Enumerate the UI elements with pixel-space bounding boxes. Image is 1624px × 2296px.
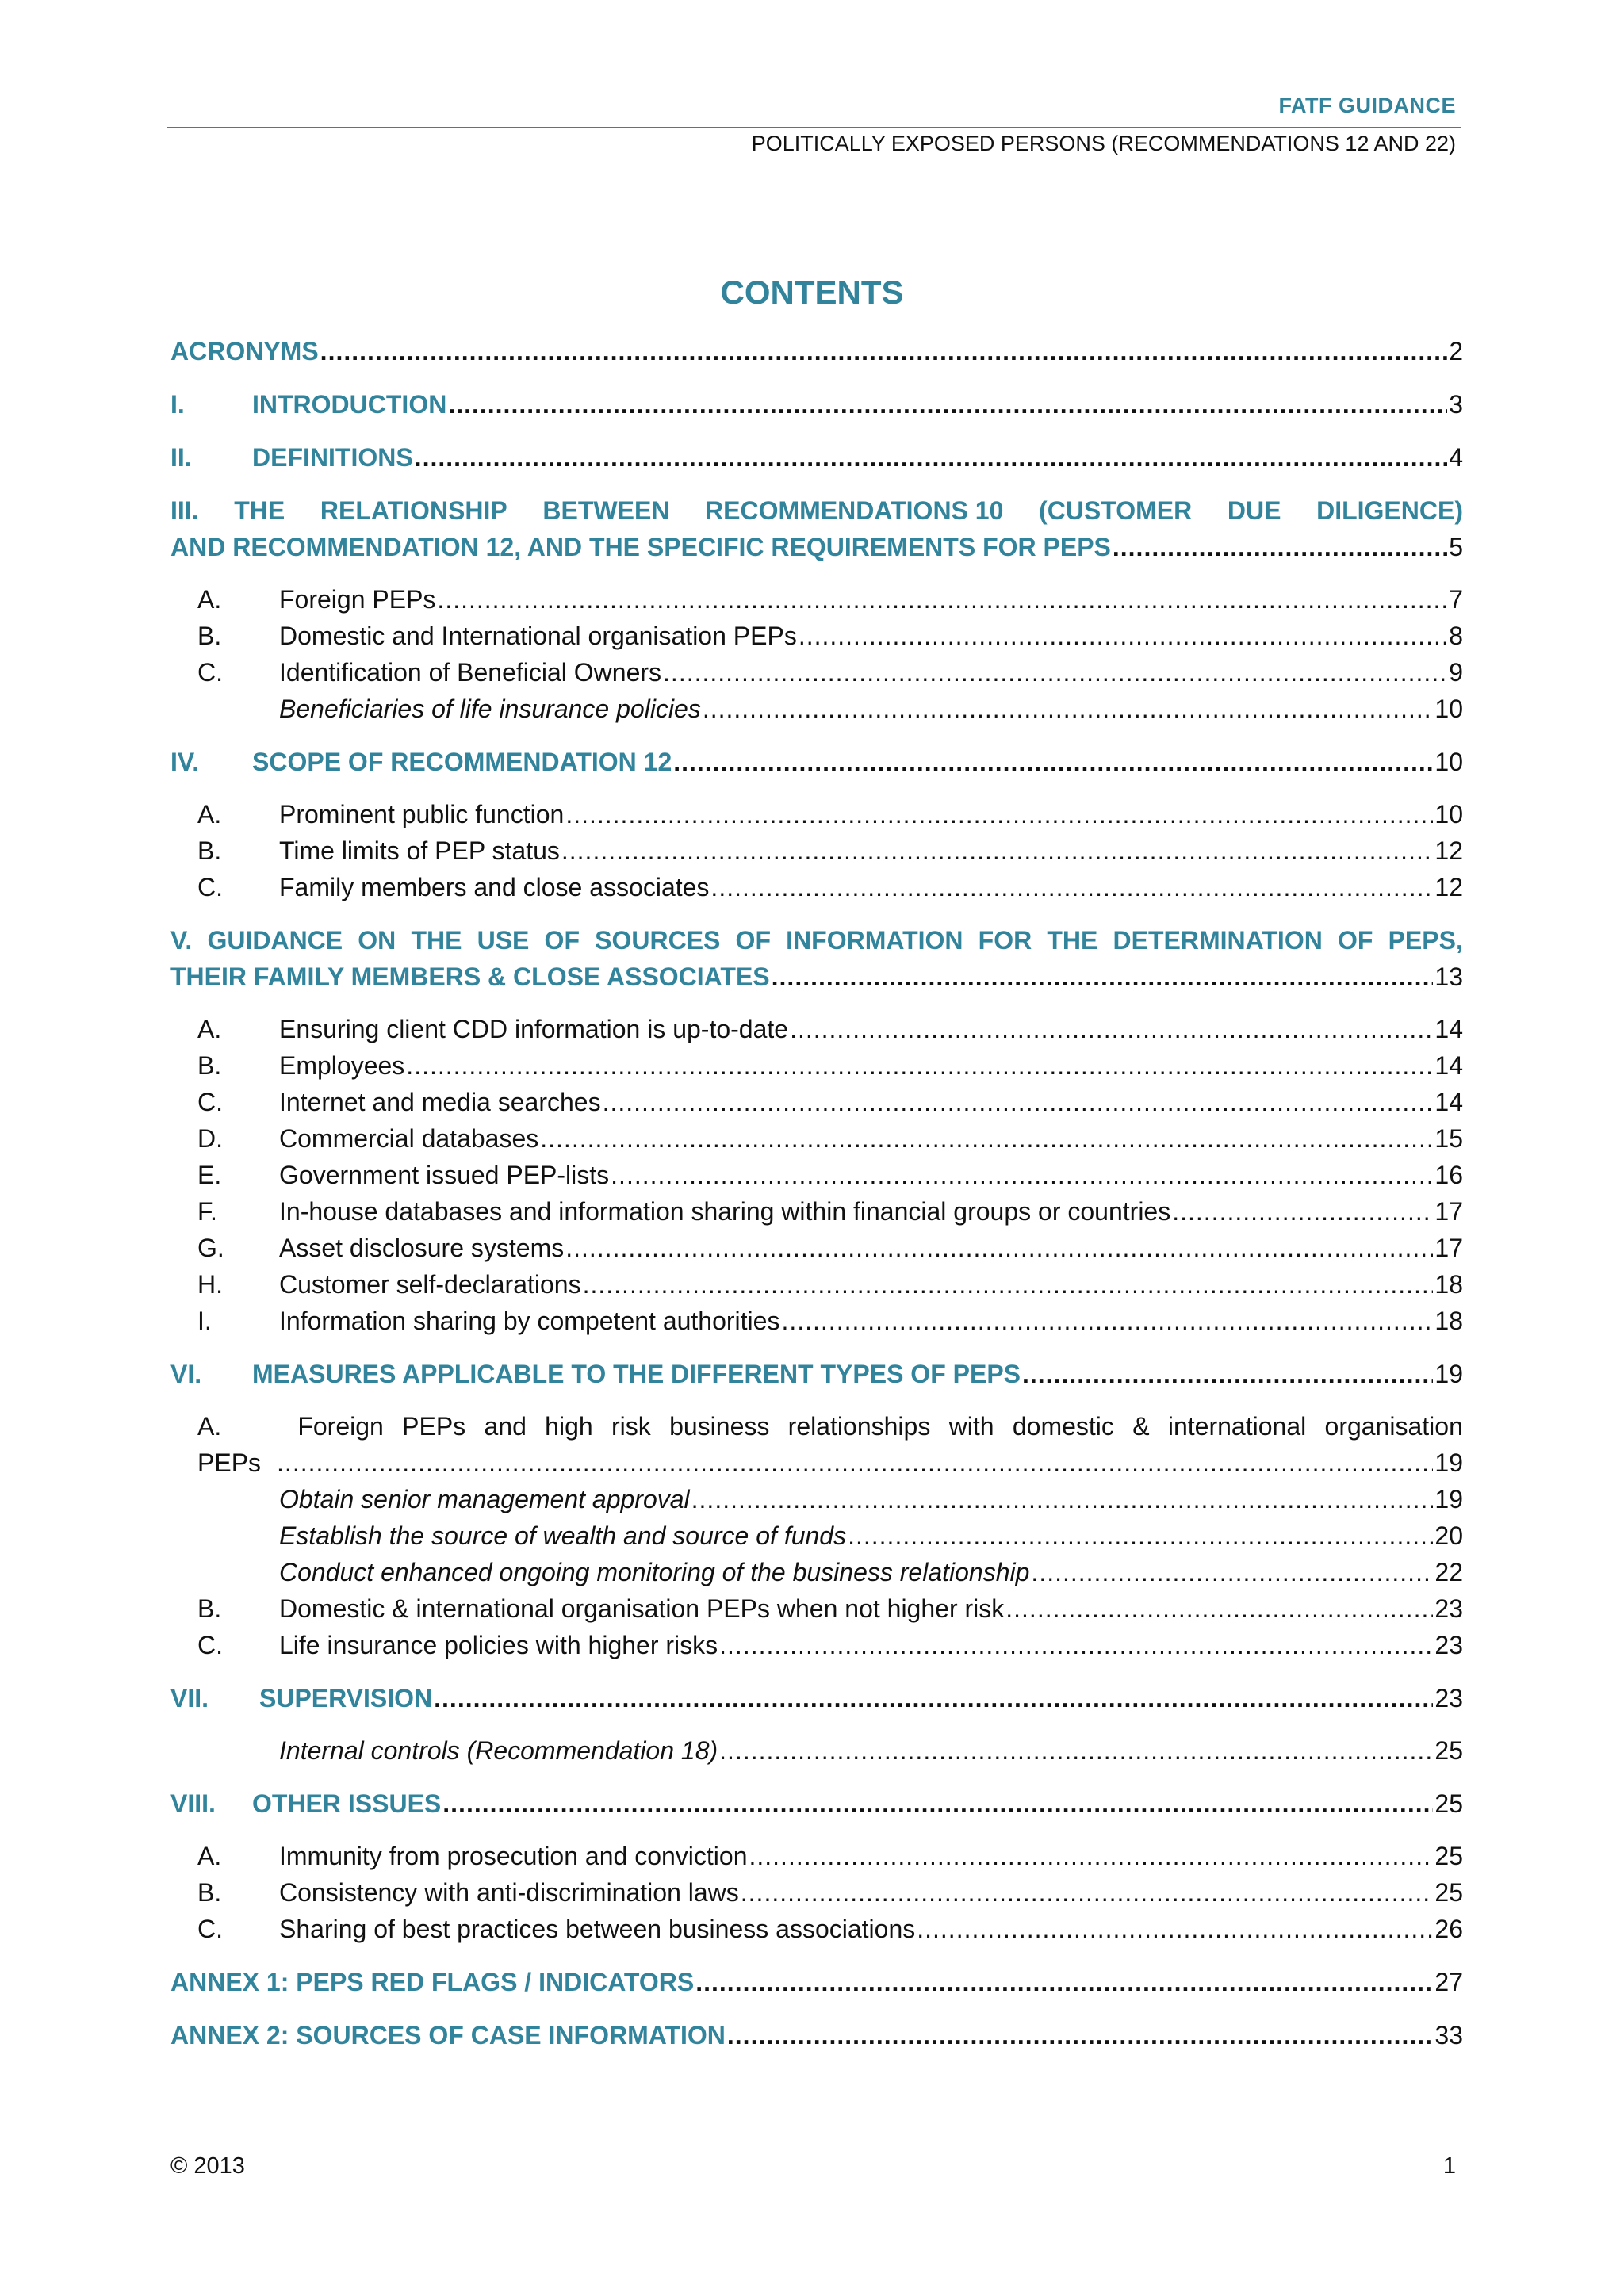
toc-entry-definitions[interactable] bbox=[170, 439, 1463, 476]
toc-label: Customer self-declarations bbox=[279, 1270, 581, 1299]
toc-subentry[interactable] bbox=[170, 1266, 1463, 1303]
toc-label: Asset disclosure systems bbox=[279, 1234, 565, 1262]
toc-word: RECOMMENDATIONS 10 bbox=[705, 496, 1004, 525]
toc-word: and bbox=[484, 1412, 527, 1441]
toc-subentry-italic[interactable] bbox=[170, 1732, 1463, 1769]
dot-leader bbox=[320, 333, 1448, 369]
toc-label: Establish the source of wealth and source of funds bbox=[279, 1521, 847, 1550]
toc-subentry[interactable] bbox=[170, 796, 1463, 832]
toc-label: Internet and media searches bbox=[279, 1088, 601, 1116]
toc-page: 23 bbox=[1434, 1594, 1463, 1623]
toc-word: DETERMINATION bbox=[1113, 926, 1323, 955]
toc-subentry[interactable] bbox=[170, 1911, 1463, 1947]
dot-leader bbox=[583, 1266, 1434, 1303]
dot-leader bbox=[719, 1627, 1433, 1663]
toc-page: 5 bbox=[1449, 533, 1463, 561]
dot-leader bbox=[703, 691, 1434, 727]
toc-page: 12 bbox=[1434, 836, 1463, 865]
toc-entry-acronyms[interactable] bbox=[170, 333, 1463, 369]
dot-leader bbox=[691, 1481, 1434, 1517]
dot-leader bbox=[415, 439, 1448, 476]
toc-word: ON bbox=[358, 926, 396, 955]
toc-word: BETWEEN bbox=[542, 496, 670, 525]
footer-page-number: 1 bbox=[1442, 2153, 1456, 2179]
toc-number: A. bbox=[197, 1412, 222, 1441]
toc-word: THE bbox=[234, 496, 285, 525]
toc-subentry-italic[interactable] bbox=[170, 1554, 1463, 1590]
toc-subentry[interactable] bbox=[170, 1874, 1463, 1911]
toc-label: ANNEX 1: PEPS RED FLAGS / INDICATORS bbox=[170, 1968, 695, 1996]
dot-leader bbox=[663, 654, 1447, 691]
toc-entry-guidance-line1[interactable] bbox=[170, 922, 1463, 959]
toc-subentry[interactable] bbox=[170, 1627, 1463, 1663]
dot-leader bbox=[603, 1084, 1434, 1120]
toc-label: Ensuring client CDD information is up-to-date bbox=[279, 1015, 789, 1043]
toc-page: 4 bbox=[1449, 443, 1463, 472]
toc-number: B. bbox=[197, 836, 222, 865]
toc-word: organisation bbox=[1324, 1412, 1463, 1441]
toc-word: PEPS, bbox=[1388, 926, 1463, 955]
dot-leader bbox=[277, 1445, 1433, 1481]
toc-page: 19 bbox=[1434, 1485, 1463, 1513]
toc-label: Information sharing by competent authorities bbox=[279, 1307, 780, 1335]
toc-entry-annex-2[interactable] bbox=[170, 2017, 1463, 2053]
toc-number: B. bbox=[197, 1878, 222, 1907]
dot-leader bbox=[565, 1230, 1433, 1266]
toc-page: 25 bbox=[1434, 1736, 1463, 1765]
toc-number: G. bbox=[197, 1234, 224, 1262]
toc-label: OTHER ISSUES bbox=[252, 1789, 442, 1818]
toc-number: A. bbox=[197, 1842, 222, 1870]
toc-entry-measures[interactable] bbox=[170, 1356, 1463, 1392]
toc-label: SCOPE OF RECOMMENDATION 12 bbox=[252, 748, 672, 776]
toc-label: Time limits of PEP status bbox=[279, 836, 560, 865]
toc-page: 19 bbox=[1434, 1360, 1463, 1388]
dot-leader bbox=[561, 832, 1434, 869]
toc-number: E. bbox=[197, 1161, 222, 1189]
toc-word: DILIGENCE) bbox=[1316, 496, 1463, 525]
toc-label: Family members and close associates bbox=[279, 873, 710, 901]
toc-entry-relationship-line2[interactable] bbox=[170, 529, 1463, 565]
dot-leader bbox=[1113, 529, 1447, 565]
toc-label: Sharing of best practices between business associations bbox=[279, 1915, 916, 1943]
toc-word: international bbox=[1167, 1412, 1307, 1441]
toc-page: 14 bbox=[1434, 1051, 1463, 1080]
toc-page: 15 bbox=[1434, 1124, 1463, 1153]
dot-leader bbox=[565, 796, 1433, 832]
toc-word: PEPs bbox=[402, 1412, 466, 1441]
dot-leader bbox=[673, 744, 1433, 780]
toc-word: business bbox=[669, 1412, 770, 1441]
toc-word: domestic bbox=[1012, 1412, 1114, 1441]
toc-label: In-house databases and information sharing within financial groups or countries bbox=[279, 1197, 1171, 1226]
toc-label: Prominent public function bbox=[279, 800, 565, 828]
toc-subentry[interactable] bbox=[170, 1590, 1463, 1627]
dot-leader bbox=[1031, 1554, 1433, 1590]
toc-label: Consistency with anti-discrimination laws bbox=[279, 1878, 739, 1907]
toc-label: Domestic & international organisation PEPs when not higher risk bbox=[279, 1594, 1005, 1623]
toc-subentry[interactable] bbox=[170, 1084, 1463, 1120]
toc-number: B. bbox=[197, 1594, 222, 1623]
toc-subentry[interactable] bbox=[170, 1193, 1463, 1230]
toc-word: RELATIONSHIP bbox=[320, 496, 508, 525]
toc-number: A. bbox=[197, 585, 222, 614]
toc-entry-supervision[interactable] bbox=[170, 1680, 1463, 1716]
dot-leader bbox=[1005, 1590, 1433, 1627]
dot-leader bbox=[719, 1732, 1433, 1769]
toc-page: 25 bbox=[1434, 1789, 1463, 1818]
toc-word: DUE bbox=[1227, 496, 1281, 525]
toc-number: C. bbox=[197, 873, 223, 901]
toc-subentry[interactable] bbox=[170, 1838, 1463, 1874]
dot-leader bbox=[781, 1303, 1433, 1339]
dot-leader bbox=[727, 2017, 1434, 2053]
toc-page: 23 bbox=[1434, 1684, 1463, 1712]
toc-subentry-italic[interactable] bbox=[170, 691, 1463, 727]
toc-page: 10 bbox=[1434, 748, 1463, 776]
toc-number: D. bbox=[197, 1124, 223, 1153]
toc-page: 25 bbox=[1434, 1878, 1463, 1907]
toc-page: 22 bbox=[1434, 1558, 1463, 1586]
toc-number: A. bbox=[197, 1015, 222, 1043]
toc-label: PEPs bbox=[197, 1448, 262, 1477]
footer-copyright: © 2013 bbox=[170, 2153, 245, 2179]
toc-subentry[interactable] bbox=[170, 1120, 1463, 1157]
toc-word: INFORMATION bbox=[786, 926, 963, 955]
toc-subentry[interactable] bbox=[170, 1157, 1463, 1193]
toc-subentry[interactable] bbox=[170, 618, 1463, 654]
toc-word: OF bbox=[544, 926, 580, 955]
toc-label: Foreign PEPs bbox=[279, 585, 436, 614]
toc-number: C. bbox=[197, 658, 223, 687]
toc-subentry-italic[interactable] bbox=[170, 1481, 1463, 1517]
toc-label: Conduct enhanced ongoing monitoring of the business relationship bbox=[279, 1558, 1030, 1586]
toc-word: FOR bbox=[978, 926, 1032, 955]
toc-subentry[interactable] bbox=[170, 1230, 1463, 1266]
toc-subentry[interactable] bbox=[170, 581, 1463, 618]
dot-leader bbox=[434, 1680, 1433, 1716]
toc-number: C. bbox=[197, 1088, 223, 1116]
toc-label: Employees bbox=[279, 1051, 405, 1080]
dot-leader bbox=[442, 1785, 1433, 1822]
toc-subentry[interactable] bbox=[170, 654, 1463, 691]
header-rule bbox=[167, 127, 1461, 128]
toc-page: 16 bbox=[1434, 1161, 1463, 1189]
toc-word: with bbox=[948, 1412, 994, 1441]
toc-page: 13 bbox=[1434, 962, 1463, 991]
toc-label: Government issued PEP-lists bbox=[279, 1161, 610, 1189]
dot-leader bbox=[917, 1911, 1433, 1947]
toc-number: C. bbox=[197, 1631, 223, 1659]
dot-leader bbox=[741, 1874, 1434, 1911]
dot-leader bbox=[406, 1047, 1433, 1084]
toc-page: 8 bbox=[1449, 622, 1463, 650]
toc-number: B. bbox=[197, 622, 222, 650]
toc-page: 25 bbox=[1434, 1842, 1463, 1870]
dot-leader bbox=[540, 1120, 1433, 1157]
toc-page: 18 bbox=[1434, 1270, 1463, 1299]
toc-number: VIII. bbox=[170, 1789, 216, 1818]
toc-number: IV. bbox=[170, 748, 200, 776]
toc-number: I. bbox=[170, 390, 185, 419]
toc-entry-introduction[interactable] bbox=[170, 386, 1463, 423]
dot-leader bbox=[437, 581, 1447, 618]
toc-label: Identification of Beneficial Owners bbox=[279, 658, 662, 687]
toc-page: 14 bbox=[1434, 1015, 1463, 1043]
toc-word: high bbox=[545, 1412, 593, 1441]
toc-number: VI. bbox=[170, 1360, 202, 1388]
toc-page: 14 bbox=[1434, 1088, 1463, 1116]
dot-leader bbox=[710, 869, 1433, 905]
toc-word: Foreign bbox=[297, 1412, 384, 1441]
toc-label: Beneficiaries of life insurance policies bbox=[279, 695, 701, 723]
toc-label: Internal controls (Recommendation 18) bbox=[279, 1736, 718, 1765]
toc-number: B. bbox=[197, 1051, 222, 1080]
toc-page: 17 bbox=[1434, 1234, 1463, 1262]
toc-number: C. bbox=[197, 1915, 223, 1943]
toc-word: relationships bbox=[787, 1412, 931, 1441]
toc-label: Life insurance policies with higher risks bbox=[279, 1631, 718, 1659]
toc-subentry-foreign-peps-line2[interactable] bbox=[170, 1445, 1463, 1481]
toc-label: ANNEX 2: SOURCES OF CASE INFORMATION bbox=[170, 2021, 726, 2049]
toc-word: & bbox=[1132, 1412, 1150, 1441]
toc-label: Commercial databases bbox=[279, 1124, 539, 1153]
toc-entry-scope[interactable] bbox=[170, 744, 1463, 780]
toc-page: 12 bbox=[1434, 873, 1463, 901]
toc-label: ACRONYMS bbox=[170, 337, 319, 365]
dot-leader bbox=[749, 1838, 1433, 1874]
toc-page: 9 bbox=[1449, 658, 1463, 687]
dot-leader bbox=[611, 1157, 1433, 1193]
dot-leader bbox=[790, 1011, 1433, 1047]
toc-word: V. bbox=[170, 926, 193, 955]
page-title: CONTENTS bbox=[720, 274, 904, 311]
toc-page: 20 bbox=[1434, 1521, 1463, 1550]
toc-entry-other-issues[interactable] bbox=[170, 1785, 1463, 1822]
toc-page: 10 bbox=[1434, 695, 1463, 723]
toc-entry-annex-1[interactable] bbox=[170, 1964, 1463, 2000]
toc-label: SUPERVISION bbox=[259, 1684, 433, 1712]
header-title: FATF GUIDANCE bbox=[1278, 94, 1456, 117]
dot-leader bbox=[1022, 1356, 1433, 1392]
toc-label: INTRODUCTION bbox=[252, 390, 447, 419]
toc-subentry[interactable] bbox=[170, 869, 1463, 905]
toc-page: 3 bbox=[1449, 390, 1463, 419]
dot-leader bbox=[848, 1517, 1433, 1554]
toc-number: VII. bbox=[170, 1684, 209, 1712]
toc-page: 7 bbox=[1449, 585, 1463, 614]
table-of-contents bbox=[170, 333, 1463, 2053]
toc-word: (CUSTOMER bbox=[1039, 496, 1193, 525]
toc-word: OF bbox=[1337, 926, 1373, 955]
dot-leader bbox=[695, 1964, 1433, 2000]
toc-label: THEIR FAMILY MEMBERS & CLOSE ASSOCIATES bbox=[170, 962, 770, 991]
toc-subentry-foreign-peps-line1[interactable] bbox=[170, 1408, 1463, 1445]
toc-page: 10 bbox=[1434, 800, 1463, 828]
toc-subentry[interactable] bbox=[170, 1303, 1463, 1339]
toc-word: GUIDANCE bbox=[207, 926, 343, 955]
toc-page: 33 bbox=[1434, 2021, 1463, 2049]
toc-page: 23 bbox=[1434, 1631, 1463, 1659]
toc-label: AND RECOMMENDATION 12, AND THE SPECIFIC REQUIREMENTS FOR PEPS bbox=[170, 533, 1111, 561]
toc-word: OF bbox=[735, 926, 771, 955]
toc-entry-guidance-line2[interactable] bbox=[170, 959, 1463, 995]
toc-entry-relationship-line1[interactable] bbox=[170, 492, 1463, 529]
toc-subentry[interactable] bbox=[170, 832, 1463, 869]
toc-number: H. bbox=[197, 1270, 223, 1299]
toc-number: F. bbox=[197, 1197, 217, 1226]
toc-subentry-italic[interactable] bbox=[170, 1517, 1463, 1554]
toc-subentry[interactable] bbox=[170, 1011, 1463, 1047]
dot-leader bbox=[772, 959, 1434, 995]
toc-page: 17 bbox=[1434, 1197, 1463, 1226]
toc-label: Immunity from prosecution and conviction bbox=[279, 1842, 748, 1870]
toc-number: A. bbox=[197, 800, 222, 828]
toc-number: II. bbox=[170, 443, 192, 472]
toc-word: risk bbox=[611, 1412, 651, 1441]
header-subtitle: POLITICALLY EXPOSED PERSONS (RECOMMENDATIONS 12 AND 22) bbox=[751, 132, 1456, 155]
toc-label: DEFINITIONS bbox=[252, 443, 413, 472]
toc-word: III. bbox=[170, 496, 199, 525]
toc-subentry[interactable] bbox=[170, 1047, 1463, 1084]
toc-page: 27 bbox=[1434, 1968, 1463, 1996]
toc-page: 19 bbox=[1434, 1448, 1463, 1477]
toc-label: MEASURES APPLICABLE TO THE DIFFERENT TYPES OF PEPS bbox=[252, 1360, 1021, 1388]
toc-word: THE bbox=[411, 926, 462, 955]
toc-word: THE bbox=[1047, 926, 1098, 955]
toc-number: I. bbox=[197, 1307, 212, 1335]
toc-page: 2 bbox=[1449, 337, 1463, 365]
toc-word: USE bbox=[477, 926, 530, 955]
toc-label: Domestic and International organisation PEPs bbox=[279, 622, 797, 650]
toc-page: 26 bbox=[1434, 1915, 1463, 1943]
toc-word: SOURCES bbox=[595, 926, 721, 955]
dot-leader bbox=[799, 618, 1447, 654]
toc-label: Obtain senior management approval bbox=[279, 1485, 690, 1513]
dot-leader bbox=[448, 386, 1447, 423]
dot-leader bbox=[1172, 1193, 1433, 1230]
toc-page: 18 bbox=[1434, 1307, 1463, 1335]
